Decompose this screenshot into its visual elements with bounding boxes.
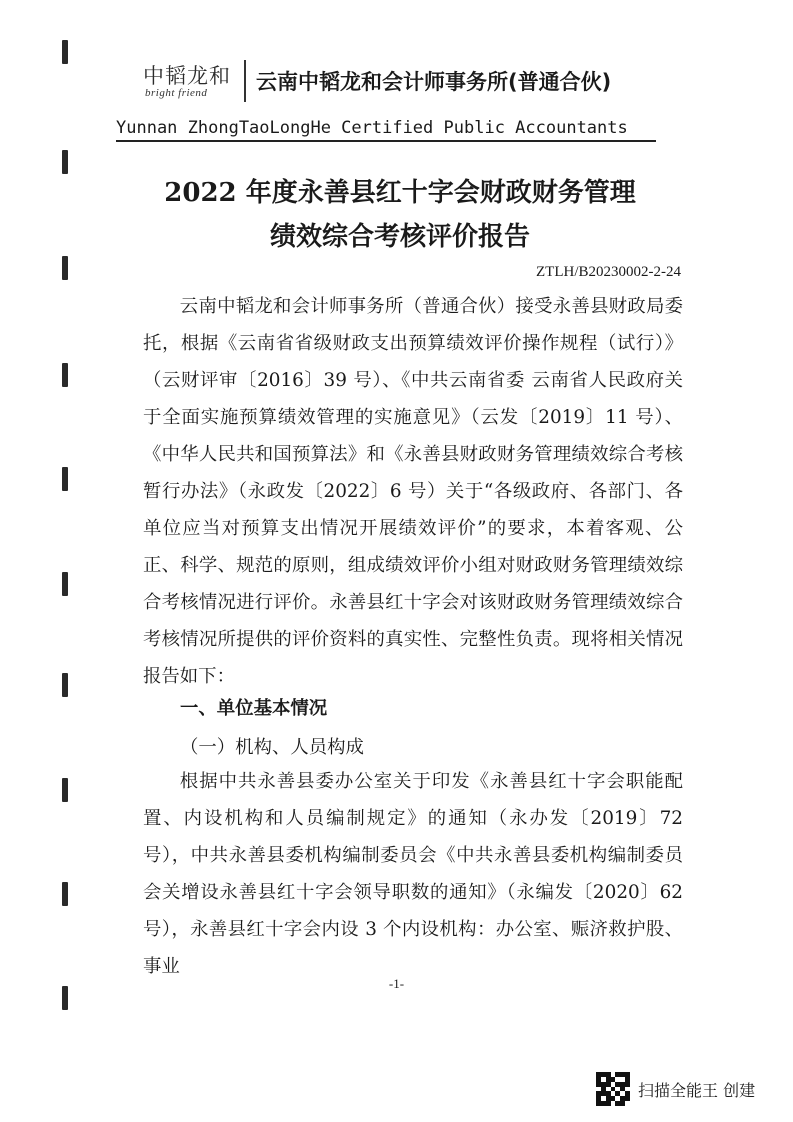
firm-name-en: Yunnan ZhongTaoLongHe Certified Public Accountants [116,118,628,138]
watermark-text: 扫描全能王 创建 [638,1080,756,1100]
firm-name-cn: 云南中韬龙和会计师事务所(普通合伙) [256,70,612,94]
binding-mark [62,150,68,174]
report-title-line1: 2022 年度永善县红十字会财政财务管理 [164,178,636,208]
logo-en-text: bright friend [145,87,208,99]
header-divider [116,140,656,142]
binding-mark [62,778,68,802]
firm-logo [143,60,239,102]
scanner-watermark [596,1072,755,1106]
intro-section [143,288,683,695]
section-heading: 一、单位基本情况 [180,698,328,719]
binding-mark [62,363,68,387]
binding-mark [62,256,68,280]
binding-mark [62,40,68,64]
logo-divider [244,60,246,102]
binding-mark [62,673,68,697]
section1-body [143,763,683,985]
report-title-line2: 绩效综合考核评价报告 [269,222,530,252]
binding-mark [62,882,68,906]
page-number: -1- [388,976,405,991]
intro-paragraph: 云南中韬龙和会计师事务所（普通合伙）接受永善县财政局委托，根据《云南省省级财政支出预算绩效评价操作规程（试行）》（云财评审〔2016〕39 号）、《中共云南省委 云南省人民政府关于全面实施预算绩效管理的实施意见》（云发〔2019〕11 号）、《中华人民共和国预算法》和《永善县财政财务管理绩效综合考核暂行办法》（永政发〔2022〕6 号）关于“各级政府、各部门、各单位应当对预算支出情况开展绩效评价”的要求，本着客观、公正、科学、规范的原则，组成绩效评价小组对财政财务管理绩效综合考核情况进行评价。永善县红十字会对该财政财务管理绩效综合考核情况所提供的评价资料的真实性、完整性负责。现将相关情况报告如下： [143,296,683,687]
logo-cn-text: 中韬龙和 [143,64,231,88]
section-subheading: （一）机构、人员构成 [180,737,364,758]
document-number: ZTLH/B20230002-2-24 [536,264,681,280]
binding-mark [62,572,68,596]
section1-paragraph: 根据中共永善县委办公室关于印发《永善县红十字会职能配置、内设机构和人员编制规定》的通知（永办发〔2019〕72 号），中共永善县委机构编制委员会《中共永善县委机构编制委员会关增设永善县红十字会领导职数的通知》（永编发〔2020〕62 号），永善县红十字会内设 3 个内设机构：办公室、赈济救护股、事业 [143,771,683,977]
qr-code-icon [596,1072,630,1106]
binding-mark [62,467,68,491]
